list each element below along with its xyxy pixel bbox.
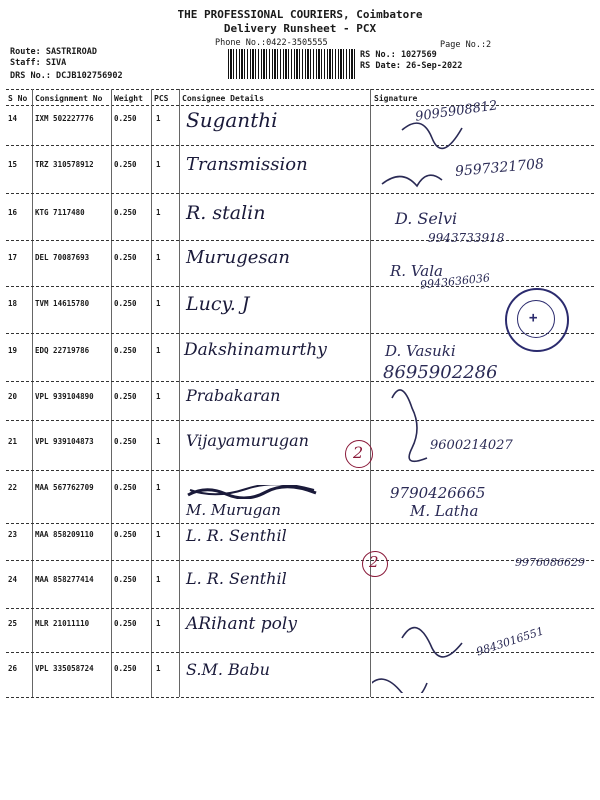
row-consignment: KTG 7117480 — [35, 208, 85, 217]
column-divider — [32, 89, 33, 697]
row-sno: 23 — [8, 530, 18, 539]
drs-number: DRS No.: DCJB102756902 — [10, 71, 123, 81]
row-sno: 24 — [8, 575, 18, 584]
page-number: Page No.:2 — [440, 40, 492, 50]
row-sno: 20 — [8, 392, 18, 401]
signature-phone: 9597321708 — [454, 156, 545, 180]
signature-phone: 9976086629 — [515, 556, 585, 569]
row-rule — [6, 697, 594, 698]
signature-name: M. Latha — [410, 502, 479, 520]
staff: Staff: SIVA — [10, 58, 67, 68]
row-pcs: 1 — [156, 575, 161, 584]
row-consignment: TRZ 310578912 — [35, 160, 94, 169]
row-consignee: ARihant poly — [186, 614, 297, 634]
signature-name: D. Selvi — [395, 209, 458, 228]
col-signature: Signature — [374, 94, 418, 103]
col-consignee: Consignee Details — [182, 94, 264, 103]
signature-phone: 9790426665 — [390, 484, 486, 502]
signature-phone: 9095908812 — [414, 98, 499, 125]
row-consignment: VPL 939104873 — [35, 437, 94, 446]
col-sno: S No — [8, 94, 28, 103]
row-consignment: VPL 335058724 — [35, 664, 94, 673]
col-pcs: PCS — [154, 94, 169, 103]
row-weight: 0.250 — [114, 392, 137, 401]
row-consignment: VPL 939104890 — [35, 392, 94, 401]
row-consignee: M. Murugan — [186, 501, 281, 519]
row-consignee: Transmission — [186, 154, 308, 175]
row-weight: 0.250 — [114, 114, 137, 123]
row-sno: 17 — [8, 253, 18, 262]
row-sno: 19 — [8, 346, 18, 355]
phone-number: Phone No.:0422-3505555 — [215, 38, 328, 48]
row-pcs: 1 — [156, 664, 161, 673]
signature-name: D. Vasuki — [385, 342, 456, 360]
row-consignment: DEL 70087693 — [35, 253, 90, 262]
row-pcs: 1 — [156, 530, 161, 539]
column-divider — [111, 89, 112, 697]
row-consignee: L. R. Senthil — [186, 526, 287, 545]
row-weight: 0.250 — [114, 299, 137, 308]
barcode-icon — [228, 49, 356, 79]
row-consignment: MAA 858277414 — [35, 575, 94, 584]
company-title: THE PROFESSIONAL COURIERS, Coimbatore — [177, 8, 423, 21]
row-weight: 0.250 — [114, 253, 137, 262]
signature-phone: 8695902286 — [383, 362, 498, 383]
row-consignee: Prabakaran — [186, 386, 281, 405]
header-rule-bottom — [6, 105, 594, 106]
row-sno: 14 — [8, 114, 18, 123]
row-pcs: 1 — [156, 346, 161, 355]
signature-phone: 9600214027 — [430, 438, 513, 453]
signature-name: R. Vala — [390, 262, 443, 280]
row-weight: 0.250 — [114, 619, 137, 628]
col-weight: Weight — [114, 94, 143, 103]
row-pcs: 1 — [156, 114, 161, 123]
signature-phone: 9943636036 — [419, 271, 491, 292]
row-weight: 0.250 — [114, 160, 137, 169]
row-consignee: Suganthi — [186, 108, 278, 132]
column-divider — [370, 89, 371, 697]
row-consignment: TVM 14615780 — [35, 299, 90, 308]
header-rule — [6, 89, 594, 90]
row-consignee: L. R. Senthil — [186, 569, 287, 588]
row-consignment: MAA 858209110 — [35, 530, 94, 539]
column-divider — [151, 89, 152, 697]
column-divider — [179, 89, 180, 697]
row-consignee: Lucy. J — [186, 293, 250, 315]
row-weight: 0.250 — [114, 208, 137, 217]
row-consignee: Vijayamurugan — [186, 431, 309, 450]
row-pcs: 1 — [156, 619, 161, 628]
col-consignment: Consignment No — [35, 94, 103, 103]
row-weight: 0.250 — [114, 483, 137, 492]
encircled-number: 2 — [345, 440, 373, 468]
row-weight: 0.250 — [114, 346, 137, 355]
row-sno: 18 — [8, 299, 18, 308]
row-weight: 0.250 — [114, 575, 137, 584]
row-pcs: 1 — [156, 299, 161, 308]
row-weight: 0.250 — [114, 437, 137, 446]
row-sno: 21 — [8, 437, 18, 446]
row-sno: 15 — [8, 160, 18, 169]
row-pcs: 1 — [156, 392, 161, 401]
encircled-number: 2 — [362, 551, 388, 577]
row-pcs: 1 — [156, 253, 161, 262]
signature-scribbles — [372, 108, 600, 693]
row-consignee: Dakshinamurthy — [184, 340, 327, 360]
row-sno: 16 — [8, 208, 18, 217]
row-consignment: EDQ 22719786 — [35, 346, 90, 355]
route: Route: SASTRIROAD — [10, 47, 97, 57]
row-weight: 0.250 — [114, 664, 137, 673]
row-pcs: 1 — [156, 160, 161, 169]
rs-date: RS Date: 26-Sep-2022 — [360, 61, 463, 71]
row-sno: 26 — [8, 664, 18, 673]
row-pcs: 1 — [156, 208, 161, 217]
row-consignee: S.M. Babu — [186, 660, 270, 679]
row-pcs: 1 — [156, 437, 161, 446]
rs-number: RS No.: 1027569 — [360, 50, 437, 60]
row-sno: 22 — [8, 483, 18, 492]
row-consignment: MLR 21011110 — [35, 619, 90, 628]
stamp-icon: + — [505, 288, 569, 352]
row-consignment: IXM 502227776 — [35, 114, 94, 123]
row-consignment: MAA 567762709 — [35, 483, 94, 492]
row-consignee: Murugesan — [186, 247, 290, 268]
signature-phone: 9843016551 — [474, 624, 546, 659]
scribbled-out-text — [186, 484, 318, 498]
row-pcs: 1 — [156, 483, 161, 492]
row-weight: 0.250 — [114, 530, 137, 539]
signature-phone: 9943733918 — [428, 231, 505, 245]
row-sno: 25 — [8, 619, 18, 628]
row-consignee: R. stalin — [186, 202, 266, 224]
runsheet-title: Delivery Runsheet - PCX — [223, 22, 377, 35]
